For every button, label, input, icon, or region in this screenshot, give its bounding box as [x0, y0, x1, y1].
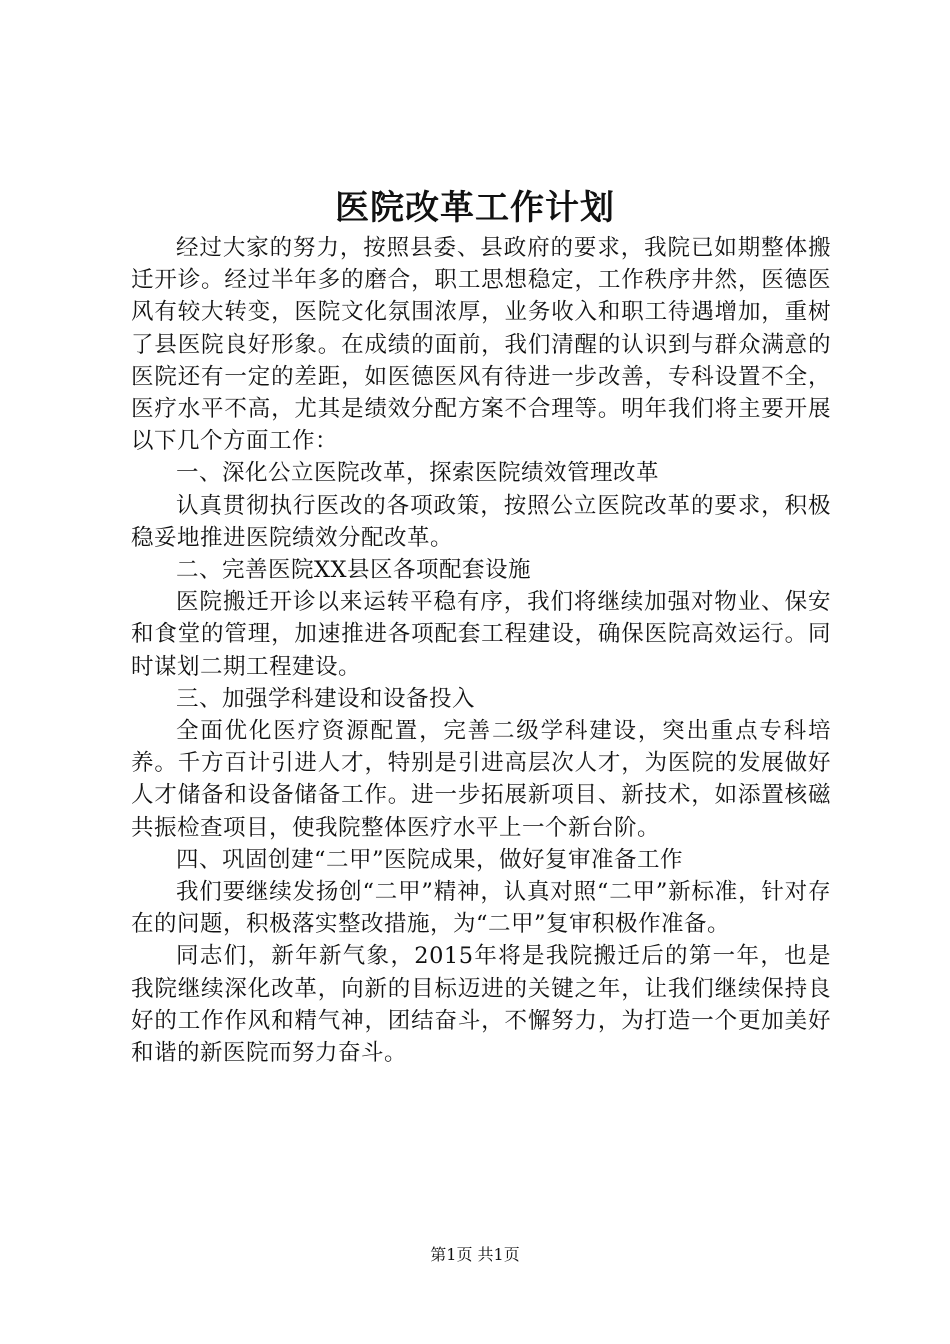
paragraph-section-4: 我们要继续发扬创“二甲”精神，认真对照“二甲”新标准，针对存在的问题，积极落实整改措施，为“二甲”复审积极作准备。: [131, 879, 831, 938]
paragraph-closing: 同志们，新年新气象，2015年将是我院搬迁后的第一年，也是我院继续深化改革，向新的目标迈进的关键之年，让我们继续保持良好的工作作风和精气神，团结奋斗，不懈努力，为打造一个更加美好和谐的新医院而努力奋斗。: [131, 943, 831, 1067]
section-heading-2: 二、完善医院XX县区各项配套设施: [176, 557, 532, 584]
paragraph-section-3: 全面优化医疗资源配置，完善二级学科建设，突出重点专科培养。千方百计引进人才，特别是引进高层次人才，为医院的发展做好人才储备和设备储备工作。进一步拓展新项目、新技术，如添置核磁共振检查项目，使我院整体医疗水平上一个新台阶。: [131, 718, 831, 841]
page-footer: 第1页 共1页: [430, 1245, 520, 1264]
document-title: 医院改革工作计划: [335, 188, 615, 228]
section-heading-1: 一、深化公立医院改革，探索医院绩效管理改革: [176, 460, 660, 487]
document-body: [131, 232, 831, 1069]
paragraph-section-1: 认真贯彻执行医改的各项政策，按照公立医院改革的要求，积极稳妥地推进医院绩效分配改革。: [131, 492, 831, 551]
paragraph-section-2: 医院搬迁开诊以来运转平稳有序，我们将继续加强对物业、保安和食堂的管理，加速推进各项配套工程建设，确保医院高效运行。同时谋划二期工程建设。: [131, 589, 831, 680]
paragraph-intro: 经过大家的努力，按照县委、县政府的要求，我院已如期整体搬迁开诊。经过半年多的磨合，职工思想稳定，工作秩序井然，医德医风有较大转变，医院文化氛围浓厚，业务收入和职工待遇增加，重树了县医院良好形象。在成绩的面前，我们清醒的认识到与群众满意的医院还有一定的差距，如医德医风有待进一步改善，专科设置不全，医疗水平不高，尤其是绩效分配方案不合理等。明年我们将主要开展以下几个方面工作：: [131, 235, 831, 455]
section-heading-4: 四、巩固创建“二甲”医院成果，做好复审准备工作: [176, 846, 684, 873]
section-heading-3: 三、加强学科建设和设备投入: [176, 685, 476, 712]
